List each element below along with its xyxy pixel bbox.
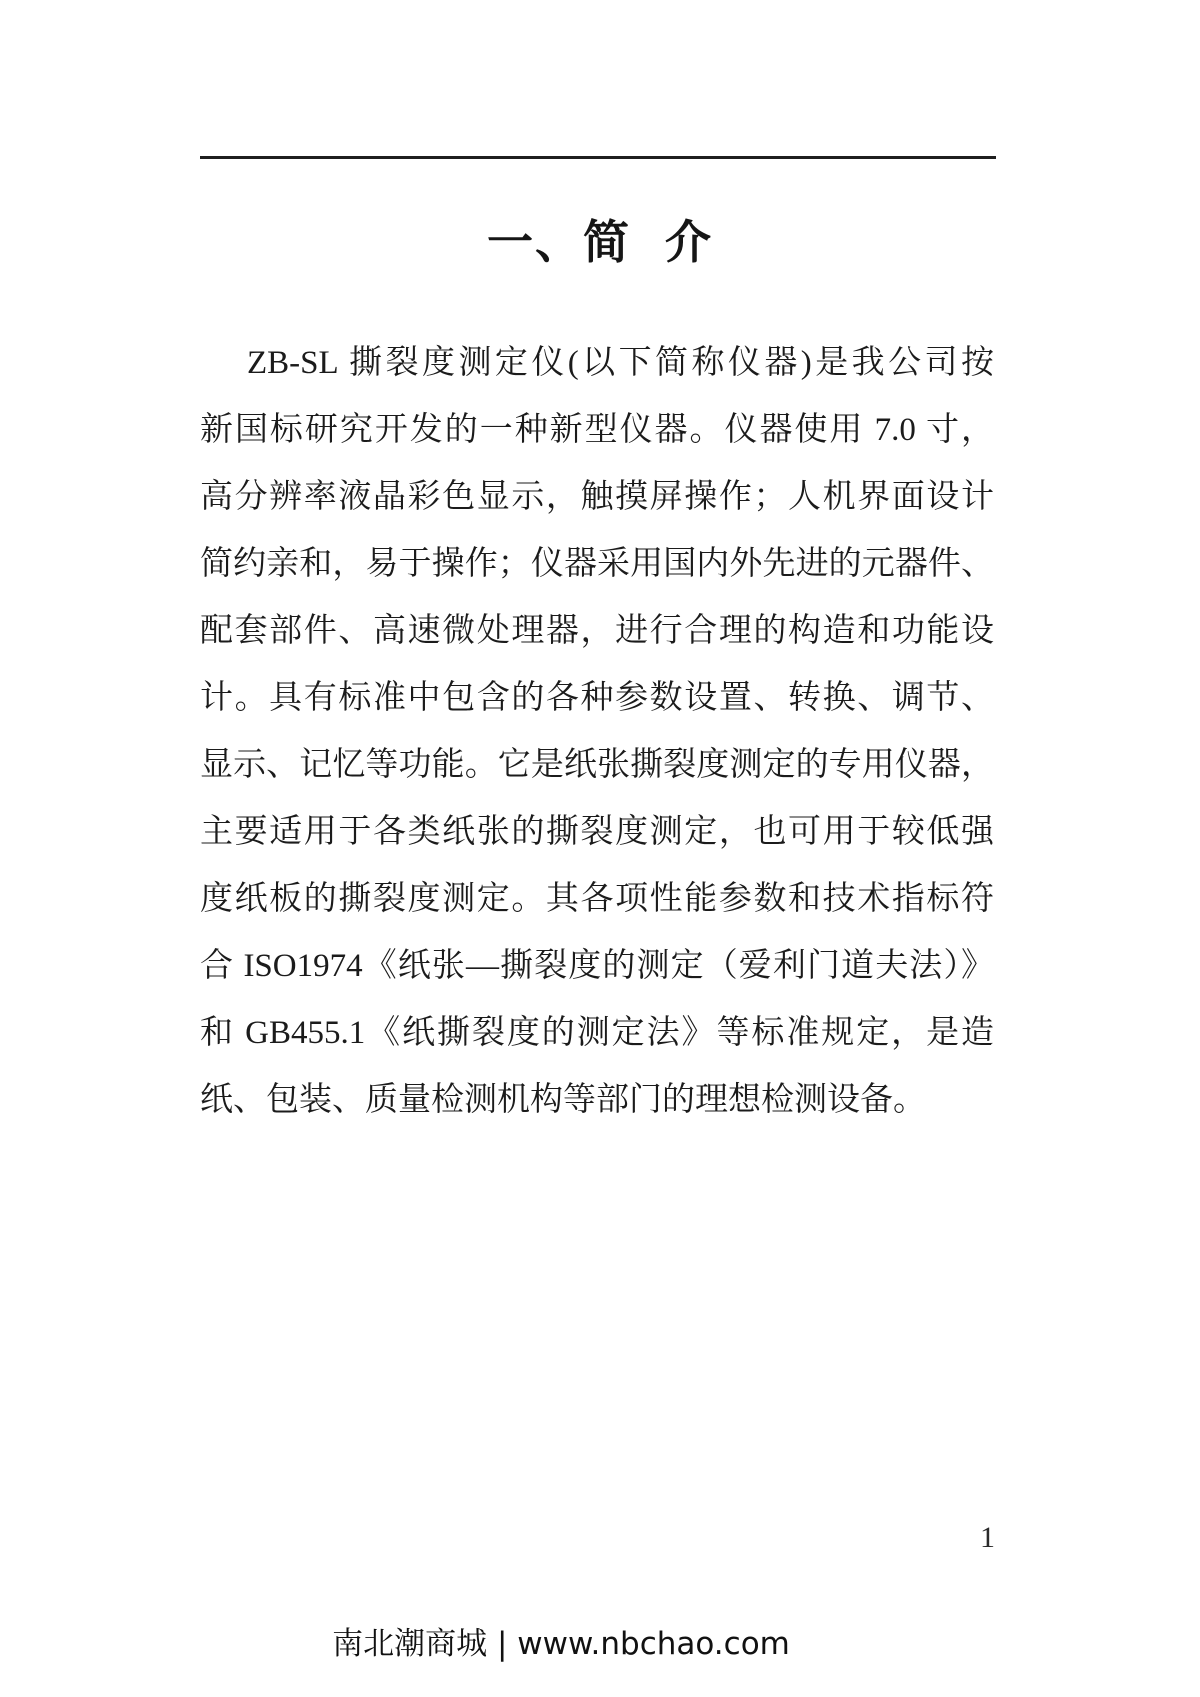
body-line: 计。具有标准中包含的各种参数设置、转换、调节、 <box>200 680 994 716</box>
footer-site-label: 南北潮商城 | www.nbchao.com <box>332 1626 790 1662</box>
body-line: 度纸板的撕裂度测定。其各项性能参数和技术指标符 <box>200 881 994 917</box>
header-rule <box>200 156 996 159</box>
body-line: 纸、包装、质量检测机构等部门的理想检测设备。 <box>200 1082 926 1118</box>
body-line: 和 GB455.1《纸撕裂度的测定法》等标准规定，是造 <box>200 1015 994 1051</box>
body-line: 新国标研究开发的一种新型仪器。仪器使用 7.0 寸， <box>200 412 994 448</box>
body-line: 主要适用于各类纸张的撕裂度测定，也可用于较低强 <box>200 814 994 850</box>
page-number: 1 <box>980 1521 995 1554</box>
body-paragraph <box>200 330 994 1134</box>
body-line: 配套部件、高速微处理器，进行合理的构造和功能设 <box>200 613 994 649</box>
body-line: 合 ISO1974《纸张—撕裂度的测定（爱利门道夫法）》 <box>200 948 994 984</box>
body-line: 简约亲和，易于操作；仪器采用国内外先进的元器件、 <box>200 546 994 582</box>
body-line: 显示、记忆等功能。它是纸张撕裂度测定的专用仪器， <box>200 747 994 783</box>
page-title: 一、简 介 <box>486 215 713 269</box>
body-line: 高分辨率液晶彩色显示，触摸屏操作；人机界面设计 <box>200 479 994 515</box>
body-line: ZB-SL 撕裂度测定仪(以下简称仪器)是我公司按 <box>247 345 994 381</box>
